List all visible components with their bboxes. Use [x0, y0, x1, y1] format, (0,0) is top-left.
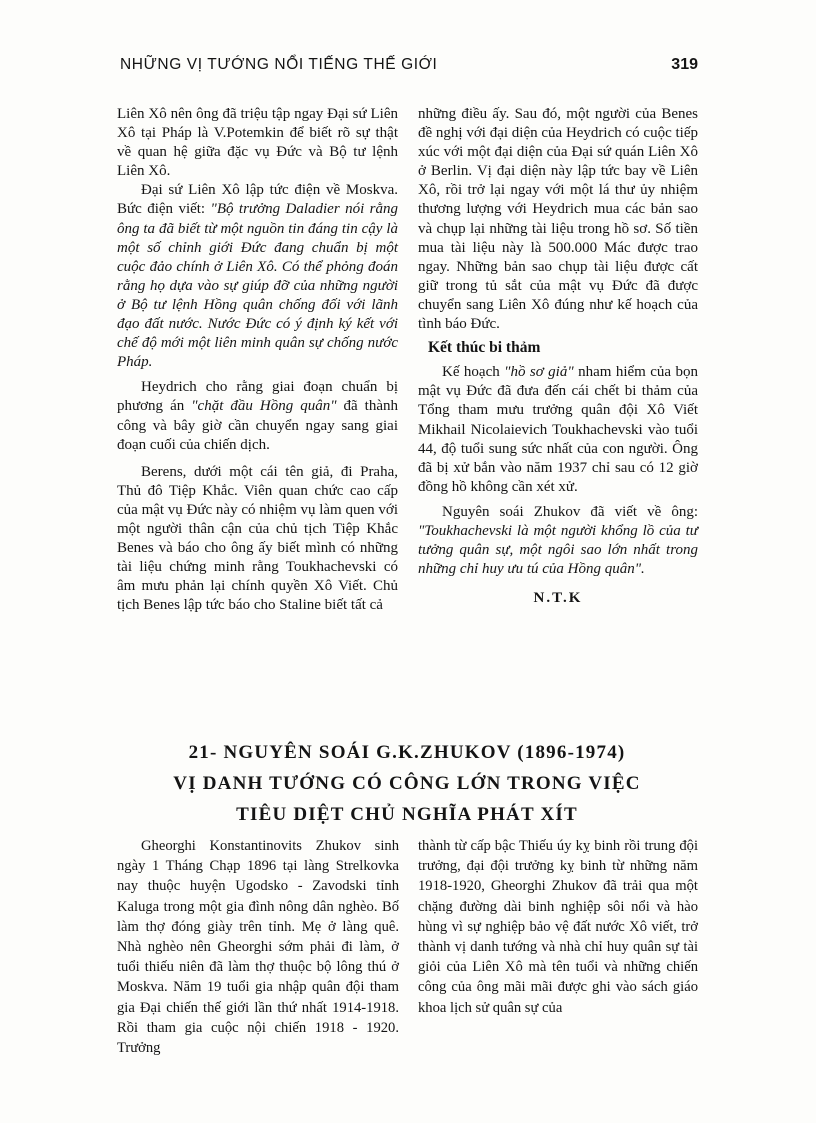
- section-subheading: Kết thúc bi thảm: [428, 339, 541, 357]
- inline-quote: "chặt đầu Hồng quân": [191, 398, 337, 415]
- chapter-title-line-3: TIÊU DIỆT CHỦ NGHĨA PHÁT XÍT: [236, 804, 578, 825]
- article-start-column-left: [117, 836, 399, 1058]
- chapter-title-line-1: 21- NGUYÊN SOÁI G.K.ZHUKOV (1896-1974): [188, 742, 626, 763]
- paragraph: thành từ cấp bậc Thiếu úy kỵ binh rồi trung đội trưởng, đại đội trưởng kỵ binh từ những năm 1918-1920, Gheorghi Zhukov đã trải qua một chặng đường dài binh nghiệp sôi nổi và hào hùng vì sự nghiệp bảo vệ đất nước Xô viết, trở thành vị danh tướng và nhà chỉ huy quân sự tài giỏi của Liên Xô mà tên tuổi và những chiến công của ông mãi mãi được ghi vào sách giáo khoa lịch sử quân sự của: [418, 838, 698, 1016]
- paragraph: [117, 181, 398, 372]
- article-end-column-left: [117, 105, 398, 615]
- zhukov-quote: "Toukhachevski là một người khổng lồ của tư tưởng quân sự, một ngôi sao lớn nhất trong những chỉ huy ưu tú của Hồng quân".: [418, 522, 698, 578]
- author-signature: N.T.K: [533, 590, 583, 607]
- running-title: NHỮNG VỊ TƯỚNG NỔI TIẾNG THẾ GIỚI: [120, 56, 438, 73]
- chapter-title-line-2: VỊ DANH TƯỚNG CÓ CÔNG LỚN TRONG VIỆC: [173, 773, 641, 794]
- paragraph-text: nham hiểm của bọn mật vụ Đức đã đưa đến cái chết bi thảm của Tổng tham mưu trưởng quân đội Xô Viết Mikhail Nicolaievich Toukhachevski vào tuổi 44, độ tuổi sung sức nhất của con người. Ông đã bị xử bắn vào năm 1937 chỉ sau có 12 giờ đồng hồ không cần xét xử.: [418, 364, 698, 495]
- chapter-heading: [118, 737, 696, 830]
- paragraph-text: Kế hoạch: [442, 364, 505, 381]
- paragraph-text: Heydrich cho rằng giai đoạn chuẩn bị phương án: [117, 379, 398, 415]
- paragraph-intro: Đại sứ Liên Xô lập tức điện về Moskva. Bức điện viết:: [117, 182, 398, 218]
- telegram-quote: "Bộ trưởng Daladier nói rằng ông ta đã biết từ một nguồn tin đáng tin cậy là một số chỉnh giới Đức đang chuẩn bị một cuộc đảo chính ở Liên Xô. Có thể phỏng đoán rằng họ dựa vào sự giúp đỡ của những người ở Bộ tư lệnh Hồng quân chống đối với lãnh đạo đất nước. Nước Đức có ý định ký kết với chế độ mới một liên minh quân sự chống nước Pháp.: [117, 201, 399, 371]
- paragraph: [117, 378, 398, 454]
- paragraph: Gheorghi Konstantinovits Zhukov sinh ngày 1 Tháng Chạp 1896 tại làng Strelkovka nay thuộc huyện Ugodsko - Zavodski tỉnh Kaluga trong một gia đình nông dân nghèo. Bố làm thợ đóng giày trên tỉnh. Mẹ ở làng quê. Nhà nghèo nên Gheorghi sớm phải đi làm, ở tuổi thiếu niên đã làm thợ thuộc bộ lông thú ở Moskva. Năm 19 tuổi gia nhập quân đội tham gia Đại chiến thế giới lần thứ nhất 1914-1918. Rồi tham gia cuộc nội chiến 1918 - 1920. Trưởng: [117, 838, 399, 1057]
- paragraph: những điều ấy. Sau đó, một người của Benes đề nghị với đại diện của Heydrich có cuộc tiếp xúc với một đại diện của Đại sứ quán Liên Xô ở Berlin. Vị đại diện này lập tức bay về Liên Xô, rồi trở lại ngay với một lá thư ủy nhiệm thương lượng với Heydrich mua các bản sao và chụp lại những tài liệu trong hồ sơ. Số tiền mua tài liệu này là 500.000 Mác được trao ngay. Những bản sao chụp tài liệu được cất giữ trong tủ sắt của mật vụ Đức đã được chuyển sang Liên Xô đúng như kế hoạch của tình báo Đức.: [418, 106, 698, 333]
- paragraph: [418, 503, 698, 579]
- paragraph-text: đã thành công và bây giờ cần chuyển ngay sang giai đoạn cuối của chiến dịch.: [117, 398, 398, 453]
- article-start-column-right: [418, 836, 698, 1018]
- paragraph: Berens, dưới một cái tên giả, đi Praha, Thủ đô Tiệp Khắc. Viên quan chức cao cấp của mật vụ Đức này có nhiệm vụ làm quen với một người thân cận của chủ tịch Tiệp Khắc Benes và báo cho ông ấy biết mình có những tài liệu chứng minh rằng Toukhachevski có âm mưu phản lại chính quyền Xô Viết. Chủ tịch Benes lập tức báo cho Staline biết tất cả: [117, 463, 398, 614]
- paragraph: [418, 363, 698, 497]
- article-end-column-right: [418, 105, 698, 608]
- page-number: 319: [671, 56, 698, 73]
- page-header: [120, 56, 698, 82]
- paragraph-intro: Nguyên soái Zhukov đã viết về ông:: [442, 503, 698, 520]
- paragraph: Liên Xô nên ông đã triệu tập ngay Đại sứ Liên Xô tại Pháp là V.Potemkin để biết rõ sự thật về quan hệ giữa đặc vụ Đức và Bộ tư lệnh Liên Xô.: [117, 106, 398, 180]
- inline-quote: "hồ sơ giả": [504, 364, 574, 381]
